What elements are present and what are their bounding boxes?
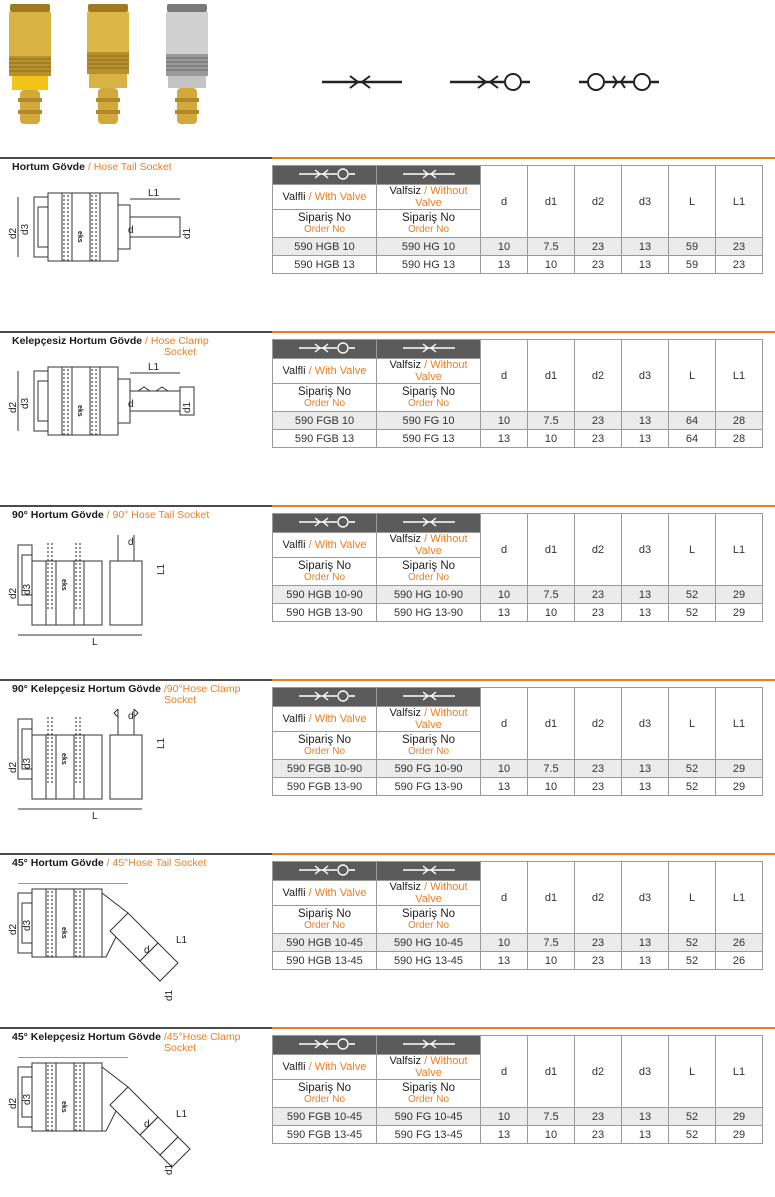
order-no-with-valve: 590 FGB 13 (273, 430, 377, 448)
dim-d3: 13 (622, 778, 669, 796)
order-no-header: Sipariş No Order No (273, 210, 377, 238)
dim-d3: 13 (622, 760, 669, 778)
dim-d1: 10 (528, 778, 575, 796)
dim-d2: 23 (575, 1108, 622, 1126)
dim-L: 52 (669, 1126, 716, 1144)
column-header: L1 (716, 1036, 763, 1108)
with-valve-label: Valfli / With Valve (273, 881, 377, 906)
column-header: L1 (716, 340, 763, 412)
column-header: d3 (622, 166, 669, 238)
table-row (273, 256, 763, 274)
dim-d: 13 (481, 952, 528, 970)
dim-d2: 23 (575, 760, 622, 778)
dim-label-d: d (144, 1119, 150, 1130)
dim-L1: 29 (716, 604, 763, 622)
dim-d3: 13 (622, 604, 669, 622)
order-no-without-valve: 590 HG 13-90 (377, 604, 481, 622)
table-row (273, 586, 763, 604)
section-divider (0, 331, 775, 333)
without-valve-symbol-icon (377, 1036, 481, 1055)
column-header: L1 (716, 166, 763, 238)
spec-table (272, 339, 763, 448)
column-header: L (669, 688, 716, 760)
dim-d2: 23 (575, 604, 622, 622)
svg-text:eks: eks (76, 231, 83, 243)
dim-label-d: d (128, 711, 134, 722)
dim-label-d2: d2 (8, 227, 19, 239)
column-header: d2 (575, 1036, 622, 1108)
technical-drawing (8, 187, 266, 322)
column-header: d2 (575, 688, 622, 760)
section-title: 90° Kelepçesiz Hortum Gövde /90°Hose Clamp Socket (12, 683, 241, 706)
table-row (273, 760, 763, 778)
column-header: L1 (716, 688, 763, 760)
svg-text:eks: eks (60, 927, 67, 939)
order-no-without-valve: 590 FG 13-45 (377, 1126, 481, 1144)
svg-text:eks: eks (76, 405, 83, 417)
column-header: d (481, 340, 528, 412)
order-no-without-valve: 590 FG 10-90 (377, 760, 481, 778)
order-no-with-valve: 590 HGB 10 (273, 238, 377, 256)
without-valve-symbol-icon (377, 514, 481, 533)
spec-table (272, 513, 763, 622)
product-section (0, 1027, 775, 1197)
dim-label-d: d (128, 399, 134, 410)
order-no-without-valve: 590 FG 13 (377, 430, 481, 448)
table-row (273, 604, 763, 622)
dim-L: 59 (669, 238, 716, 256)
section-title: 45° Hortum Gövde / 45°Hose Tail Socket (12, 857, 207, 869)
dim-label-d: d (128, 537, 134, 548)
without-valve-symbol-icon (377, 688, 481, 707)
column-header: d2 (575, 514, 622, 586)
dim-L1: 29 (716, 1126, 763, 1144)
dim-label-d3: d3 (22, 757, 33, 769)
dim-L: 64 (669, 430, 716, 448)
spec-table (272, 861, 763, 970)
column-header: L1 (716, 514, 763, 586)
with-valve-label: Valfli / With Valve (273, 707, 377, 732)
order-no-with-valve: 590 HGB 13-45 (273, 952, 377, 970)
dim-L1: 29 (716, 1108, 763, 1126)
with-valve-symbol-icon (273, 340, 377, 359)
column-header: d3 (622, 688, 669, 760)
dim-d1: 7.5 (528, 238, 575, 256)
dim-label-d2: d2 (8, 1097, 19, 1109)
dim-d1: 7.5 (528, 1108, 575, 1126)
order-no-with-valve: 590 HGB 10-45 (273, 934, 377, 952)
dim-d1: 7.5 (528, 412, 575, 430)
column-header: d (481, 514, 528, 586)
table-row (273, 952, 763, 970)
section-divider (0, 853, 775, 855)
column-header: d1 (528, 166, 575, 238)
without-valve-label: Valfsiz / Without Valve (377, 1055, 481, 1080)
dim-label-d: d (128, 225, 134, 236)
section-divider (0, 157, 775, 159)
dim-d1: 10 (528, 952, 575, 970)
svg-text:eks: eks (60, 753, 67, 765)
technical-drawing (8, 709, 266, 844)
dim-L: 52 (669, 760, 716, 778)
dim-label-d2: d2 (8, 401, 19, 413)
dim-d2: 23 (575, 778, 622, 796)
without-valve-label: Valfsiz / Without Valve (377, 533, 481, 558)
dim-label-d3: d3 (20, 397, 31, 409)
dim-d2: 23 (575, 412, 622, 430)
valve-symbol-with-valve-icon (448, 72, 532, 97)
order-no-with-valve: 590 FGB 13-45 (273, 1126, 377, 1144)
dim-label-d3: d3 (22, 583, 33, 595)
dim-label-d1: d1 (164, 1163, 175, 1175)
product-section (0, 331, 775, 501)
column-header: d1 (528, 340, 575, 412)
dim-d: 13 (481, 256, 528, 274)
valve-symbol-plain-icon (320, 72, 404, 97)
order-no-without-valve: 590 HG 13-45 (377, 952, 481, 970)
spec-table (272, 1035, 763, 1144)
order-no-header: Sipariş No Order No (273, 1080, 377, 1108)
dim-label-L1: L1 (148, 188, 160, 199)
dim-d3: 13 (622, 1126, 669, 1144)
spec-table (272, 687, 763, 796)
dim-label-d1: d1 (182, 401, 193, 413)
svg-text:eks: eks (60, 1101, 67, 1113)
spec-table (272, 165, 763, 274)
dim-d3: 13 (622, 934, 669, 952)
column-header: d3 (622, 340, 669, 412)
order-no-with-valve: 590 FGB 10-90 (273, 760, 377, 778)
order-no-with-valve: 590 HGB 10-90 (273, 586, 377, 604)
section-divider (0, 505, 775, 507)
dim-label-d3: d3 (22, 1093, 33, 1105)
without-valve-label: Valfsiz / Without Valve (377, 707, 481, 732)
dim-L1: 26 (716, 934, 763, 952)
with-valve-symbol-icon (273, 166, 377, 185)
dim-label-L1: L1 (176, 935, 188, 946)
dim-d1: 7.5 (528, 586, 575, 604)
order-no-with-valve: 590 FGB 10 (273, 412, 377, 430)
table-row (273, 1126, 763, 1144)
dim-d1: 7.5 (528, 760, 575, 778)
product-chrome-icon (163, 2, 211, 132)
order-no-header: Sipariş No Order No (273, 732, 377, 760)
dim-L: 52 (669, 778, 716, 796)
product-section (0, 679, 775, 849)
dim-d3: 13 (622, 1108, 669, 1126)
section-divider (0, 679, 775, 681)
dim-d1: 10 (528, 1126, 575, 1144)
column-header: d3 (622, 514, 669, 586)
without-valve-symbol-icon (377, 340, 481, 359)
dim-L: 52 (669, 604, 716, 622)
order-no-header: Sipariş No Order No (273, 558, 377, 586)
valve-symbol-double-valve-icon (577, 72, 661, 97)
dim-L1: 29 (716, 760, 763, 778)
order-no-with-valve: 590 HGB 13 (273, 256, 377, 274)
dim-d: 10 (481, 586, 528, 604)
column-header: d2 (575, 340, 622, 412)
dim-L1: 23 (716, 256, 763, 274)
dim-d2: 23 (575, 586, 622, 604)
dim-d2: 23 (575, 952, 622, 970)
without-valve-label: Valfsiz / Without Valve (377, 881, 481, 906)
order-no-without-valve: 590 FG 10-45 (377, 1108, 481, 1126)
dim-label-L1: L1 (156, 737, 167, 749)
column-header: d2 (575, 166, 622, 238)
dim-d3: 13 (622, 952, 669, 970)
product-section (0, 505, 775, 675)
dim-label-d2: d2 (8, 923, 19, 935)
dim-label-d3: d3 (22, 919, 33, 931)
dim-d2: 23 (575, 934, 622, 952)
order-no-without-valve: 590 FG 10 (377, 412, 481, 430)
order-no-header: Sipariş No Order No (377, 210, 481, 238)
dim-d: 10 (481, 760, 528, 778)
without-valve-symbol-icon (377, 166, 481, 185)
order-no-without-valve: 590 HG 10-90 (377, 586, 481, 604)
order-no-header: Sipariş No Order No (377, 384, 481, 412)
order-no-without-valve: 590 FG 13-90 (377, 778, 481, 796)
dim-d3: 13 (622, 256, 669, 274)
order-no-with-valve: 590 FGB 10-45 (273, 1108, 377, 1126)
order-no-header: Sipariş No Order No (273, 384, 377, 412)
column-header: d1 (528, 514, 575, 586)
product-section (0, 853, 775, 1023)
technical-drawing (8, 361, 266, 496)
dim-label-L1: L1 (156, 563, 167, 575)
technical-drawing (8, 535, 266, 670)
dim-d3: 13 (622, 412, 669, 430)
section-title: 90° Hortum Gövde / 90° Hose Tail Socket (12, 509, 210, 521)
with-valve-label: Valfli / With Valve (273, 1055, 377, 1080)
dim-d3: 13 (622, 586, 669, 604)
section-title: 45° Kelepçesiz Hortum Gövde /45°Hose Clamp Socket (12, 1031, 241, 1054)
order-no-header: Sipariş No Order No (273, 906, 377, 934)
section-title: Kelepçesiz Hortum Gövde / Hose Clamp Socket (12, 335, 209, 358)
dim-L1: 26 (716, 952, 763, 970)
without-valve-label: Valfsiz / Without Valve (377, 185, 481, 210)
order-no-header: Sipariş No Order No (377, 1080, 481, 1108)
dim-label-d1: d1 (182, 227, 193, 239)
dim-label-d2: d2 (8, 761, 19, 773)
order-no-without-valve: 590 HG 13 (377, 256, 481, 274)
dim-d3: 13 (622, 238, 669, 256)
dim-d: 10 (481, 1108, 528, 1126)
table-row (273, 430, 763, 448)
dim-d: 10 (481, 412, 528, 430)
without-valve-symbol-icon (377, 862, 481, 881)
dim-d: 13 (481, 430, 528, 448)
dim-label-d1: d1 (164, 989, 175, 1001)
section-title: Hortum Gövde / Hose Tail Socket (12, 161, 172, 173)
column-header: d (481, 1036, 528, 1108)
column-header: d1 (528, 688, 575, 760)
order-no-header: Sipariş No Order No (377, 558, 481, 586)
dim-d: 13 (481, 1126, 528, 1144)
dim-L: 59 (669, 256, 716, 274)
column-header: L (669, 340, 716, 412)
column-header: d3 (622, 862, 669, 934)
table-row (273, 238, 763, 256)
column-header: d3 (622, 1036, 669, 1108)
column-header: d (481, 688, 528, 760)
column-header: d (481, 166, 528, 238)
dim-L1: 29 (716, 586, 763, 604)
with-valve-label: Valfli / With Valve (273, 185, 377, 210)
dim-label-d2: d2 (8, 587, 19, 599)
table-row (273, 1108, 763, 1126)
dim-d: 10 (481, 934, 528, 952)
dim-d: 10 (481, 238, 528, 256)
dim-L1: 23 (716, 238, 763, 256)
dim-L1: 29 (716, 778, 763, 796)
order-no-without-valve: 590 HG 10-45 (377, 934, 481, 952)
dim-label-L: L (92, 811, 98, 822)
dim-d2: 23 (575, 430, 622, 448)
with-valve-symbol-icon (273, 688, 377, 707)
header (0, 0, 775, 150)
column-header: L (669, 862, 716, 934)
table-row (273, 412, 763, 430)
order-no-header: Sipariş No Order No (377, 732, 481, 760)
table-row (273, 778, 763, 796)
dim-d3: 13 (622, 430, 669, 448)
column-header: L (669, 1036, 716, 1108)
dim-d2: 23 (575, 256, 622, 274)
dim-L: 52 (669, 1108, 716, 1126)
column-header: d1 (528, 862, 575, 934)
column-header: d (481, 862, 528, 934)
dim-d2: 23 (575, 1126, 622, 1144)
dim-d: 13 (481, 604, 528, 622)
with-valve-label: Valfli / With Valve (273, 533, 377, 558)
product-brass-yellow-ring-icon (6, 2, 54, 132)
dim-label-L1: L1 (176, 1109, 188, 1120)
without-valve-label: Valfsiz / Without Valve (377, 359, 481, 384)
column-header: d2 (575, 862, 622, 934)
order-no-header: Sipariş No Order No (377, 906, 481, 934)
dim-label-L1: L1 (148, 362, 160, 373)
column-header: L (669, 166, 716, 238)
dim-L1: 28 (716, 430, 763, 448)
product-brass-icon (84, 2, 132, 132)
with-valve-symbol-icon (273, 514, 377, 533)
order-no-without-valve: 590 HG 10 (377, 238, 481, 256)
order-no-with-valve: 590 HGB 13-90 (273, 604, 377, 622)
dim-d1: 10 (528, 256, 575, 274)
svg-text:eks: eks (60, 579, 67, 591)
column-header: d1 (528, 1036, 575, 1108)
dim-d1: 10 (528, 604, 575, 622)
dim-L: 52 (669, 952, 716, 970)
order-no-with-valve: 590 FGB 13-90 (273, 778, 377, 796)
dim-label-d: d (144, 945, 150, 956)
with-valve-symbol-icon (273, 862, 377, 881)
dim-d1: 10 (528, 430, 575, 448)
dim-L: 64 (669, 412, 716, 430)
with-valve-label: Valfli / With Valve (273, 359, 377, 384)
column-header: L1 (716, 862, 763, 934)
dim-L: 52 (669, 934, 716, 952)
with-valve-symbol-icon (273, 1036, 377, 1055)
technical-drawing (8, 883, 266, 1018)
dim-d2: 23 (575, 238, 622, 256)
technical-drawing (8, 1057, 266, 1192)
dim-L: 52 (669, 586, 716, 604)
dim-d1: 7.5 (528, 934, 575, 952)
section-divider (0, 1027, 775, 1029)
product-section (0, 157, 775, 327)
dim-label-L: L (92, 637, 98, 648)
table-row (273, 934, 763, 952)
dim-d: 13 (481, 778, 528, 796)
dim-L1: 28 (716, 412, 763, 430)
column-header: L (669, 514, 716, 586)
dim-label-d3: d3 (20, 223, 31, 235)
